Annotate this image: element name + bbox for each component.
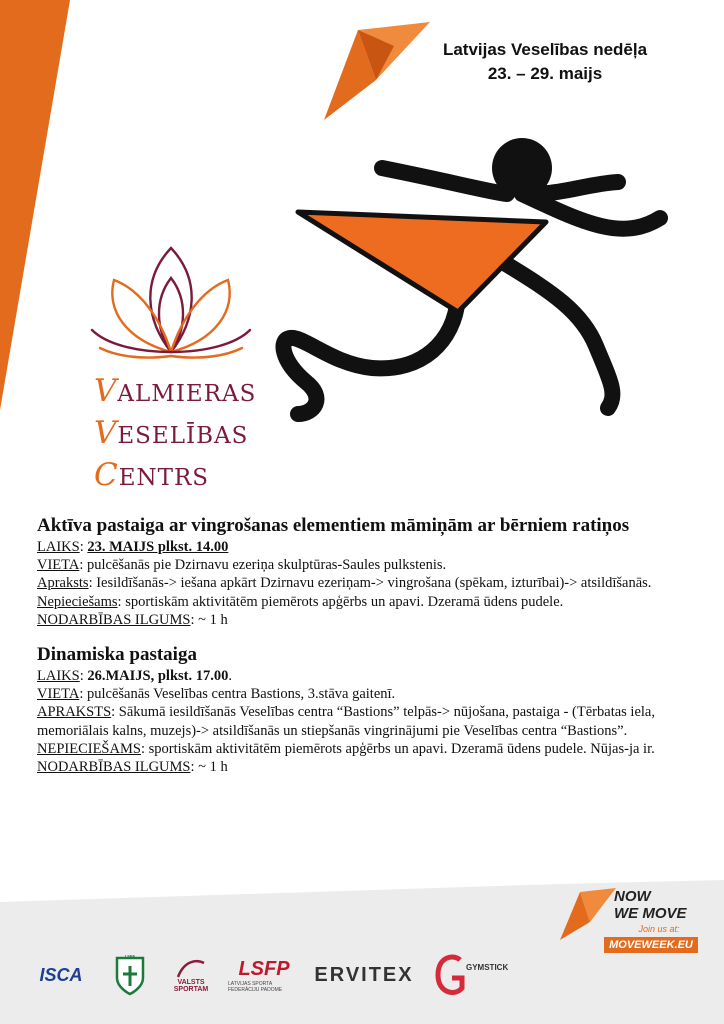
vvc-line-centrs	[94, 456, 254, 498]
sponsor-ervitex-logo	[308, 950, 420, 1000]
event-2-duration-value: ~ 1 h	[194, 759, 228, 776]
moveweek-arrow-logo	[556, 886, 616, 942]
running-man-illustration	[222, 132, 692, 432]
vvc-line-valmieras	[94, 372, 257, 414]
moveweek-join-text: Join us at:	[638, 924, 680, 934]
event-1-time-value: 23. MAIJS plkst. 14.00	[87, 539, 229, 555]
event-1-time-label: LAIKS	[37, 539, 80, 555]
event-2	[37, 643, 697, 776]
event-2-title: Dinamiska pastaiga	[37, 644, 197, 666]
sponsor-lsfp-text: LSFP	[238, 957, 290, 980]
event-1-duration-value: ~ 1 h	[194, 611, 228, 628]
event-2-needs-value: sportiskām aktivitātēm piemērots apģērbs un apavi. Dzeramā ūdens pudele. Nūjas-ja ir.	[144, 740, 655, 757]
event-2-desc-label: APRAKSTS	[37, 704, 112, 721]
corner-triangle-decoration	[0, 0, 70, 410]
vvc-rest-3: ENTRS	[118, 465, 210, 491]
vvc-line-veselibas	[94, 414, 254, 456]
moveweek-line-2: WE MOVE	[614, 905, 687, 922]
event-2-time: LAIKS: 26.MAIJS, plkst. 17.00.	[37, 668, 232, 685]
event-1-desc: Apraksts: Iesildīšanās-> iešana apkārt Dzirnavu ezeriņam-> vingrošana (spēkam, izturībai)-> atsildīšanās.	[37, 575, 652, 592]
event-2-desc: APRAKSTS: Sākumā iesildīšanās Veselības centra “Bastions” telpās-> nūjošana, pastaiga - (Tērbatas iela, memoriālais kalns, muzejs)-> atsildīšanās un stiepšanās vingrinājumi pie Veselības centra “Bastions”.	[37, 704, 655, 739]
vvc-lotus-emblem	[86, 240, 256, 365]
event-1-duration-label: NODARBĪBAS ILGUMS	[37, 611, 191, 628]
event-2-time-value: 26.MAIJS, plkst. 17.00	[87, 668, 229, 685]
vvc-rest-2: ESELĪBAS	[117, 423, 249, 449]
event-2-duration: NODARBĪBAS ILGUMS: ~ 1 h	[37, 759, 228, 776]
event-2-time-label: LAIKS	[37, 668, 80, 685]
vvc-initial-3: C	[94, 457, 119, 493]
event-2-place: VIETA: pulcēšanās Veselības centra Bastions, 3.stāva gaitenī.	[37, 686, 396, 703]
event-2-time-suffix: .	[228, 668, 232, 685]
header-dates: 23. – 29. maijs	[487, 64, 603, 83]
event-1-desc-label: Apraksts	[37, 575, 89, 592]
sponsor-isca-text: ISCA	[39, 964, 83, 985]
lspa-shield-icon	[115, 954, 145, 996]
event-1	[37, 514, 697, 629]
sponsor-lspa-logo	[112, 950, 148, 1000]
moveweek-url-link[interactable]: MOVEWEEK.EU	[604, 937, 698, 953]
event-1-duration: NODARBĪBAS ILGUMS: ~ 1 h	[37, 611, 228, 628]
event-1-place-value: pulcēšanās pie Dzirnavu ezeriņa skulptūras-Saules pulkstenis.	[83, 557, 447, 574]
event-1-needs-value: sportiskām aktivitātēm piemērots apģērbs un apavi. Dzeramā ūdens pudele.	[121, 593, 564, 610]
header-title: Latvijas Veselības nedēļa	[442, 40, 648, 59]
sponsor-isca-logo	[28, 950, 94, 1000]
moveweek-slogan	[614, 888, 704, 922]
sponsor-lspa-text: LSPA	[124, 954, 136, 959]
sponsor-lsfp-subtext: LATVIJAS SPORTA FEDERĀCIJU PADOME	[228, 980, 283, 993]
vvc-initial-2: V	[94, 415, 118, 451]
event-2-needs-label: NEPIECIEŠAMS	[37, 740, 141, 757]
event-1-needs-label: Nepieciešams	[37, 593, 118, 610]
event-1-time: LAIKS: 23. MAIJS plkst. 14.00	[37, 539, 229, 555]
event-1-place-label: VIETA	[37, 557, 80, 574]
sponsor-lsfp-logo	[228, 950, 300, 1000]
moveweek-line-1: NOW	[614, 888, 651, 905]
sponsor-gymstick-logo	[434, 950, 510, 1000]
vvc-rest-1: ALMIERAS	[117, 381, 257, 407]
valsts-swoosh-icon	[176, 957, 206, 979]
sponsor-ervitex-text: ERVITEX	[314, 963, 414, 986]
event-header	[410, 38, 680, 86]
sponsor-valsts-sportam-logo	[164, 950, 218, 1000]
event-1-desc-value: Iesildīšanās-> iešana apkārt Dzirnavu ezeriņam-> vingrošana (spēkam, izturībai)-> atsildīšanās.	[92, 575, 652, 592]
sponsor-valsts-text: VALSTS SPORTAM	[173, 979, 209, 993]
event-2-desc-value: Sākumā iesildīšanās Veselības centra “Bastions” telpās-> nūjošana, pastaiga - (Tērbatas iela, memoriālais kalns, muzejs)-> atsildīšanās un stiepšanās vingrinājumi pie Veselības centra “Bastions”.	[37, 704, 655, 739]
gymstick-g-icon	[434, 952, 510, 998]
vvc-organizer-name	[94, 372, 257, 498]
sponsor-gymstick-text: GYMSTICK	[466, 963, 509, 972]
event-1-title: Aktīva pastaiga ar vingrošanas elementiem māmiņām ar bērniem ratiņos	[37, 515, 630, 536]
vvc-initial-1: V	[94, 373, 118, 409]
event-2-place-value: pulcēšanās Veselības centra Bastions, 3.stāva gaitenī.	[83, 686, 396, 703]
event-list	[37, 514, 697, 776]
event-2-place-label: VIETA	[37, 686, 80, 703]
event-1-place: VIETA: pulcēšanās pie Dzirnavu ezeriņa skulptūras-Saules pulkstenis.	[37, 557, 447, 574]
event-1-needs: Nepieciešams: sportiskām aktivitātēm piemērots apģērbs un apavi. Dzeramā ūdens pudele.	[37, 593, 564, 610]
event-2-duration-label: NODARBĪBAS ILGUMS	[37, 759, 191, 776]
event-2-needs: NEPIECIEŠAMS: sportiskām aktivitātēm piemērots apģērbs un apavi. Dzeramā ūdens pudele. Nūjas-ja ir.	[37, 740, 655, 757]
